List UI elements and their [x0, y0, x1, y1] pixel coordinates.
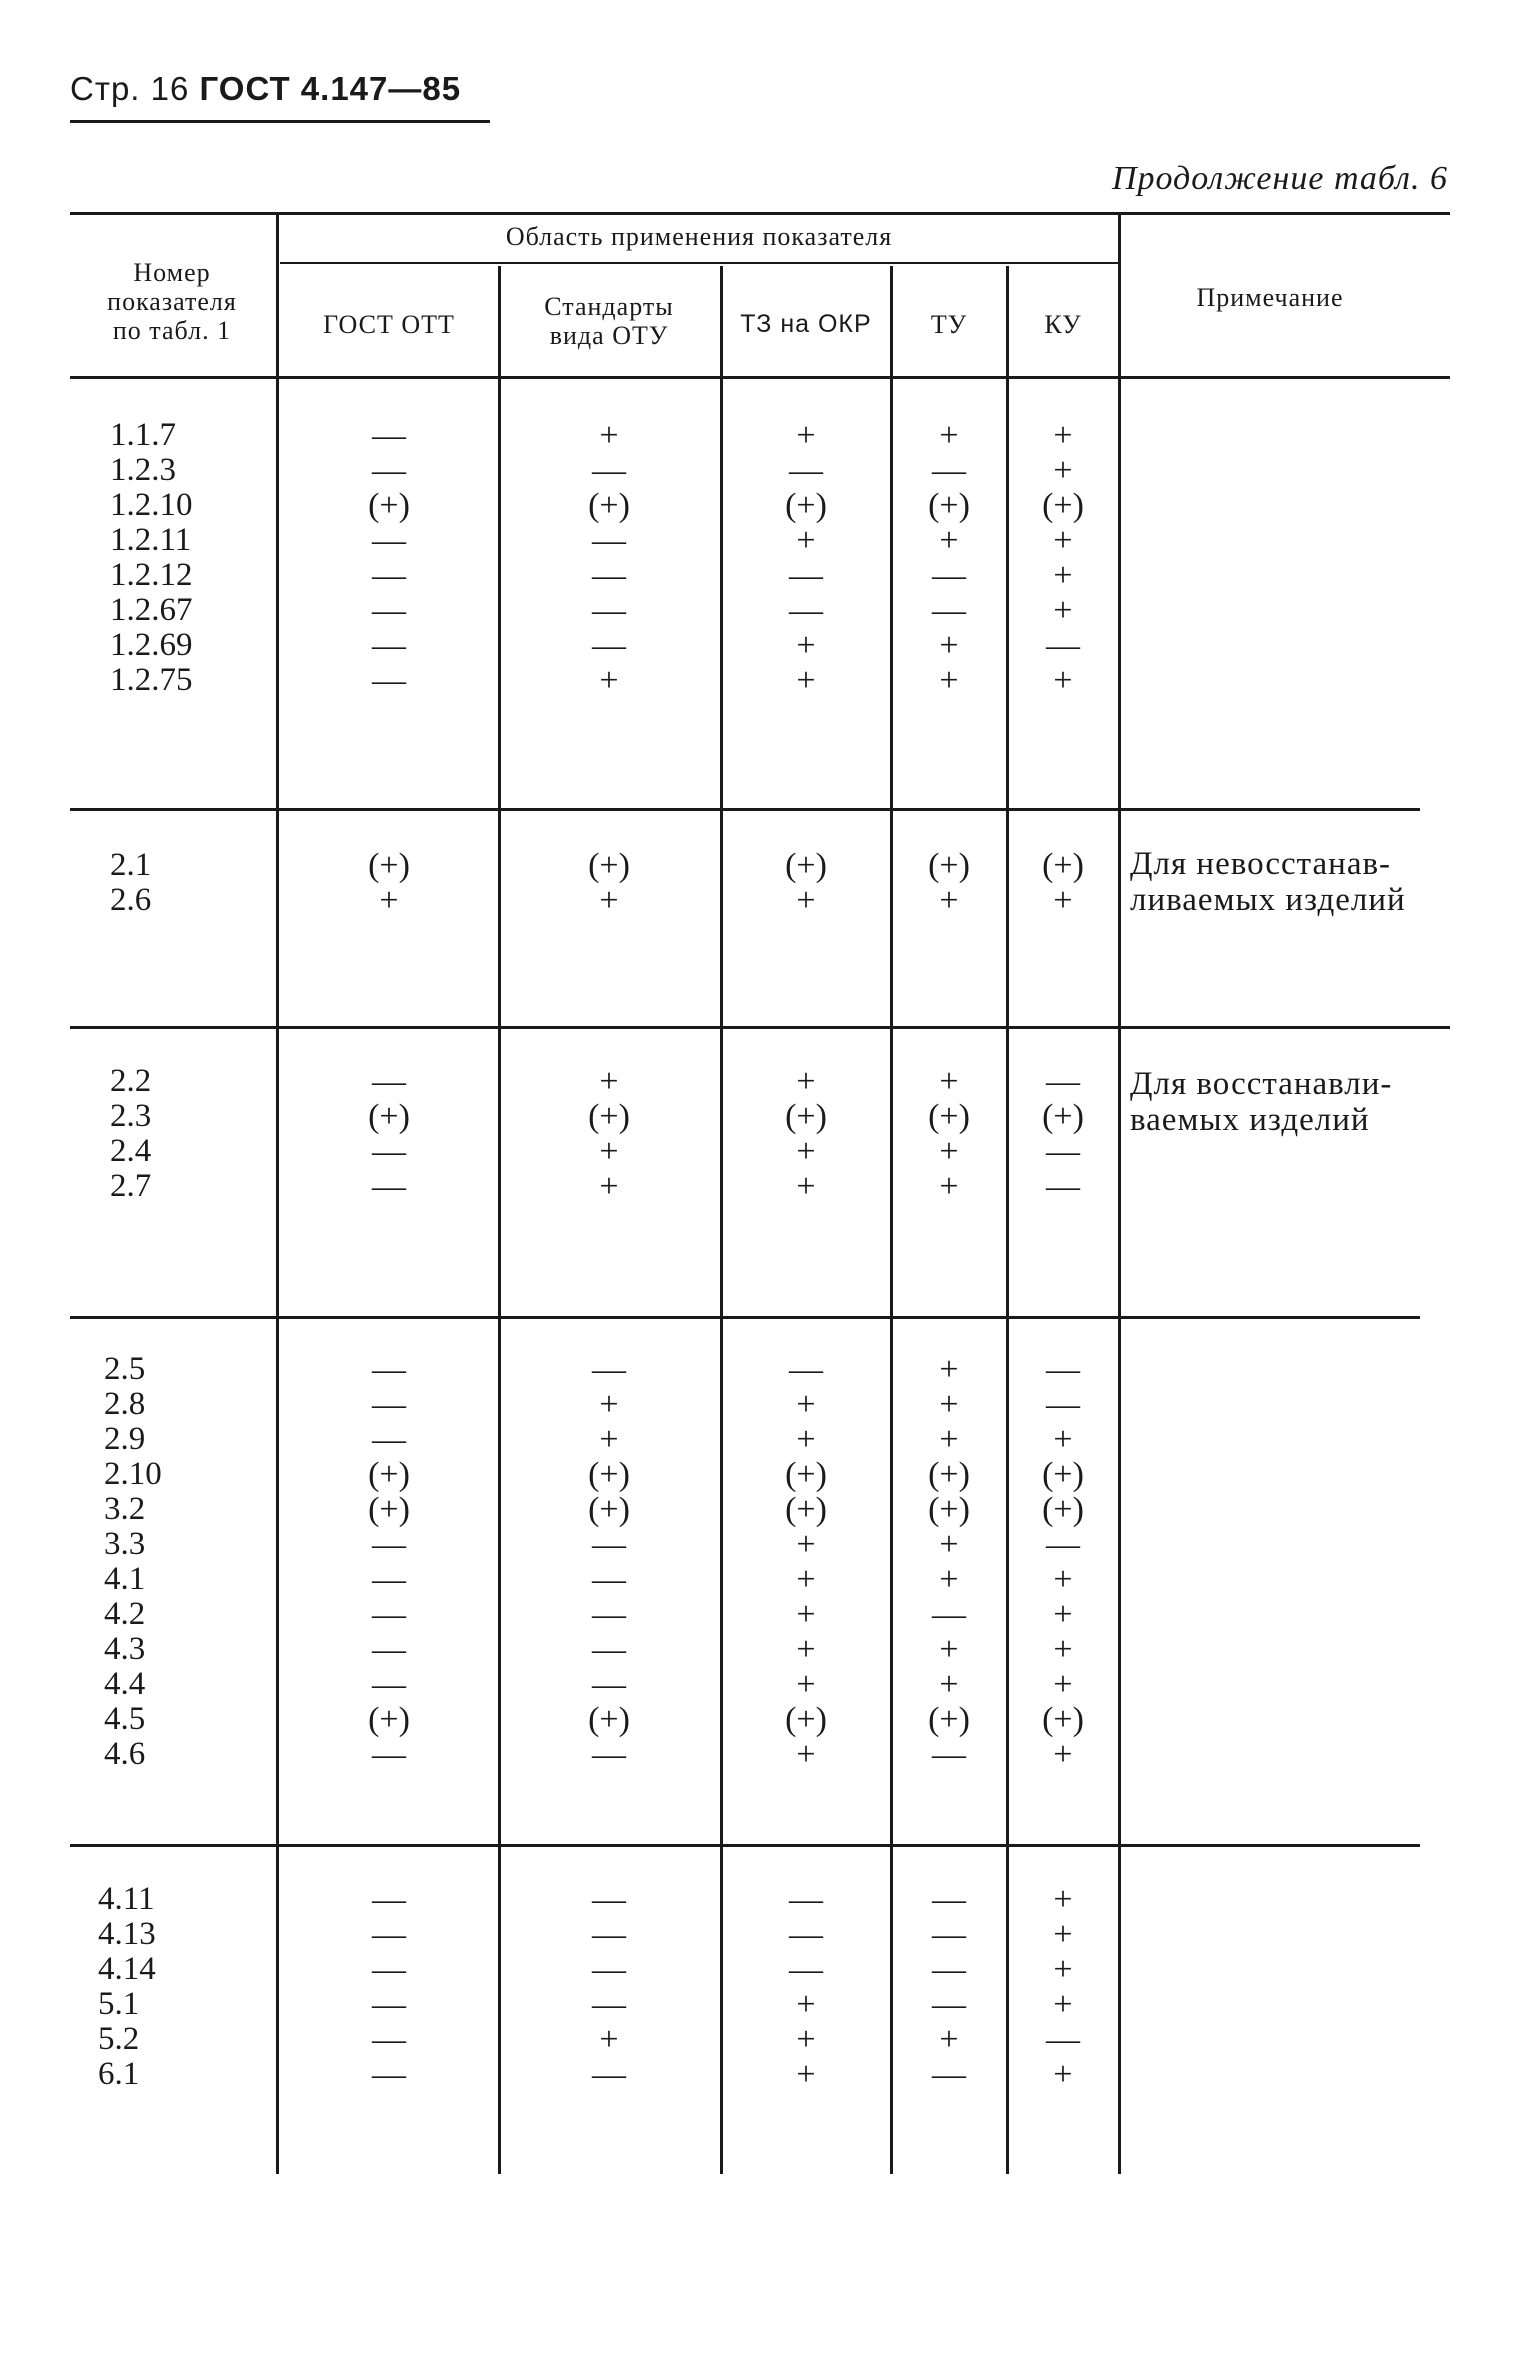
- standard-number: 4.147—85: [300, 70, 462, 107]
- group-separator: [70, 808, 1420, 811]
- note-text: Для восстанавли- ваемых изделий: [1130, 1066, 1393, 1138]
- gost-ott-marks: — — (+) — — — — —: [368, 417, 410, 699]
- continuation-caption: Продолжение табл. 6: [1111, 160, 1448, 197]
- ku-marks: (+) +: [1042, 847, 1084, 919]
- ku-marks: — (+) — —: [1042, 1063, 1084, 1205]
- standards-marks: — + + (+) (+) — — — — — (+) —: [588, 1351, 630, 1773]
- ku-marks: — — + (+) (+) — + + + + (+) +: [1042, 1351, 1084, 1773]
- header-application-scope: Область применения показателя: [505, 222, 893, 251]
- indicator-numbers: 2.5 2.8 2.9 2.10 3.2 3.3 4.1 4.2 4.3 4.4 4.5 4.6: [104, 1351, 162, 1772]
- ku-marks: + + (+) + + + — +: [1042, 417, 1084, 699]
- indicator-numbers: 2.1 2.6: [110, 847, 152, 918]
- tz-marks: — + + (+) (+) + + + + + (+) +: [785, 1351, 827, 1773]
- tz-marks: + — (+) + — — + +: [785, 417, 827, 699]
- header-ku: КУ: [1044, 310, 1082, 339]
- ku-marks: + + + + — +: [1046, 1881, 1080, 2093]
- tu-marks: + — (+) + — — + +: [928, 417, 970, 699]
- header-standards-otu: Стандарты вида ОТУ: [544, 292, 674, 350]
- column-divider: [1118, 214, 1121, 2174]
- tz-marks: (+) +: [785, 847, 827, 919]
- tu-marks: (+) +: [928, 847, 970, 919]
- gost-ott-marks: — (+) — —: [368, 1063, 410, 1205]
- header-gost-ott: ГОСТ ОТТ: [323, 310, 455, 339]
- header-tz-okr: ТЗ на ОКР: [740, 310, 872, 338]
- standards-marks: — — — — + —: [592, 1881, 626, 2093]
- gost-label: ГОСТ: [199, 70, 291, 107]
- page-number: Стр. 16: [70, 70, 190, 107]
- tz-marks: — — — + + +: [789, 1881, 823, 2093]
- indicator-numbers: 1.1.7 1.2.3 1.2.10 1.2.11 1.2.12 1.2.67 1.2.69 1.2.75: [110, 417, 193, 698]
- column-divider: [276, 214, 279, 2174]
- tu-marks: + (+) + +: [928, 1063, 970, 1205]
- standards-marks: + (+) + +: [588, 1063, 630, 1205]
- gost-ott-marks: — — — — — —: [372, 1881, 406, 2093]
- tu-marks: — — — — + —: [932, 1881, 966, 2093]
- header-rule: [70, 120, 490, 123]
- tz-marks: + (+) + +: [785, 1063, 827, 1205]
- header-tu: ТУ: [930, 310, 968, 339]
- header-number: Номер показателя по табл. 1: [107, 258, 237, 345]
- tu-marks: + + + (+) (+) + + — + + (+) —: [928, 1351, 970, 1773]
- standards-marks: + — (+) — — — — +: [588, 417, 630, 699]
- group-header-rule: [280, 262, 1120, 264]
- header-note: Примечание: [1196, 283, 1344, 312]
- group-separator: [70, 1844, 1420, 1847]
- gost-ott-marks: — — — (+) (+) — — — — — (+) —: [368, 1351, 410, 1773]
- page-header: [70, 70, 461, 108]
- note-text: Для невосстанав- ливаемых изделий: [1130, 846, 1406, 918]
- gost-ott-marks: (+) +: [368, 847, 410, 919]
- indicator-numbers: 4.11 4.13 4.14 5.1 5.2 6.1: [98, 1881, 156, 2092]
- standards-marks: (+) +: [588, 847, 630, 919]
- group-separator: [70, 1316, 1420, 1319]
- indicator-numbers: 2.2 2.3 2.4 2.7: [110, 1063, 152, 1204]
